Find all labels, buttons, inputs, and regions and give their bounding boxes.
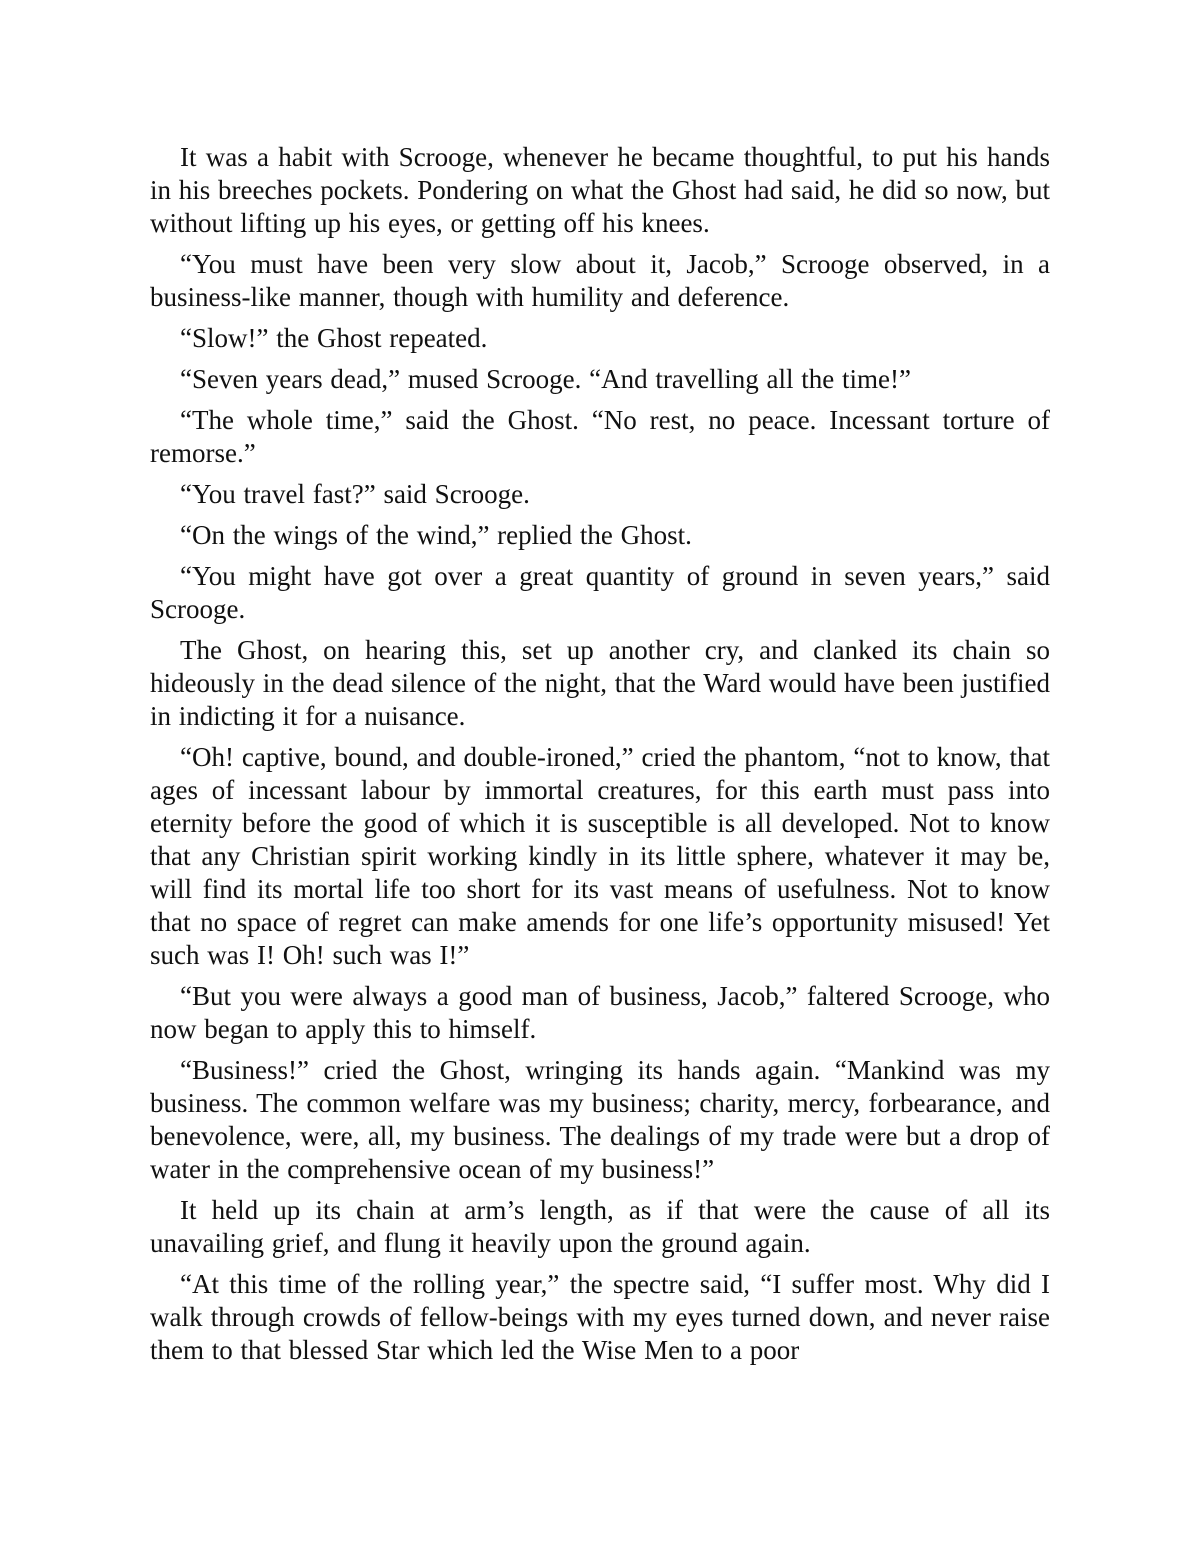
- paragraph: “At this time of the rolling year,” the spectre said, “I suffer most. Why did I walk through crowds of fellow-beings with my eyes turned down, and never raise them to that blessed Star which led the Wise Men to a poor: [150, 1269, 1050, 1365]
- paragraph: “But you were always a good man of business, Jacob,” faltered Scrooge, who now began to apply this to himself.: [150, 981, 1050, 1044]
- paragraph: The Ghost, on hearing this, set up another cry, and clanked its chain so hideously in the dead silence of the night, that the Ward would have been justified in indicting it for a nuisance.: [150, 635, 1050, 731]
- page-text: [150, 141, 1050, 1367]
- paragraph: “The whole time,” said the Ghost. “No rest, no peace. Incessant torture of remorse.”: [150, 405, 1050, 468]
- paragraph: “You might have got over a great quantity of ground in seven years,” said Scrooge.: [150, 561, 1050, 624]
- paragraph: “On the wings of the wind,” replied the Ghost.: [180, 520, 692, 550]
- paragraph: “You must have been very slow about it, Jacob,” Scrooge observed, in a business-like manner, though with humility and deference.: [150, 249, 1050, 312]
- paragraph: “Business!” cried the Ghost, wringing its hands again. “Mankind was my business. The common welfare was my business; charity, mercy, forbearance, and benevolence, were, all, my business. The dealings of my trade were but a drop of water in the comprehensive ocean of my business!”: [150, 1055, 1050, 1184]
- paragraph: “Slow!” the Ghost repeated.: [180, 323, 488, 353]
- paragraph: “Seven years dead,” mused Scrooge. “And travelling all the time!”: [180, 364, 911, 394]
- paragraph: “Oh! captive, bound, and double-ironed,” cried the phantom, “not to know, that ages of incessant labour by immortal creatures, for this earth must pass into eternity before the good of which it is susceptible is all developed. Not to know that any Christian spirit working kindly in its little sphere, whatever it may be, will find its mortal life too short for its vast means of usefulness. Not to know that no space of regret can make amends for one life’s opportunity misused! Yet such was I! Oh! such was I!”: [150, 742, 1050, 970]
- paragraph: It held up its chain at arm’s length, as if that were the cause of all its unavailing grief, and flung it heavily upon the ground again.: [150, 1195, 1050, 1258]
- paragraph: “You travel fast?” said Scrooge.: [180, 479, 530, 509]
- paragraph: It was a habit with Scrooge, whenever he became thoughtful, to put his hands in his breeches pockets. Pondering on what the Ghost had said, he did so now, but without lifting up his eyes, or getting off his knees.: [150, 142, 1050, 238]
